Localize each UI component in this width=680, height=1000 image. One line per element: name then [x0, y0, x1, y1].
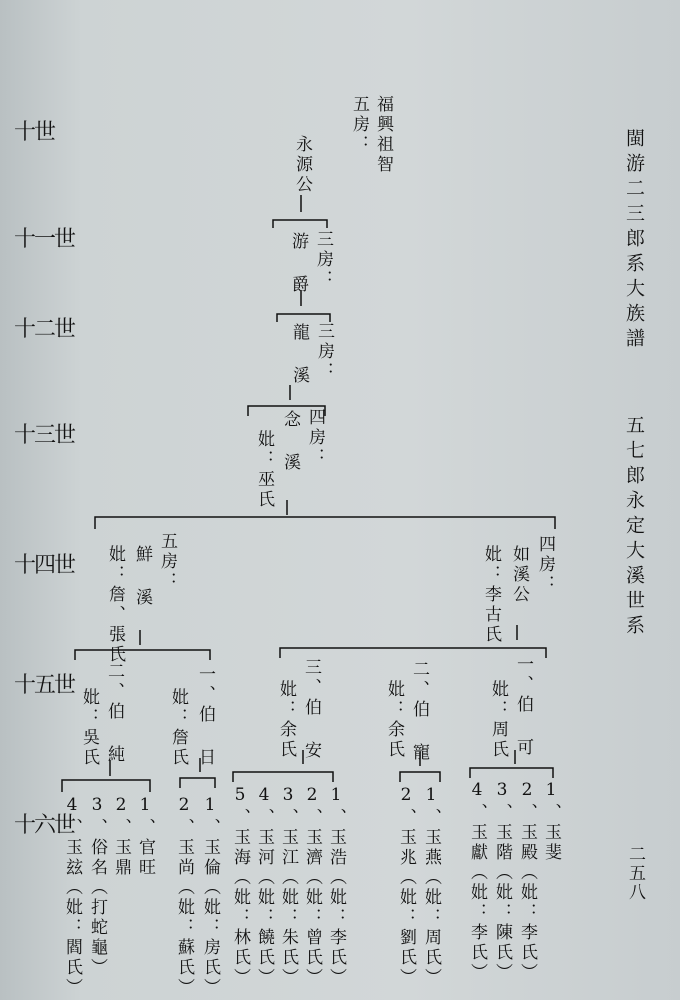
generation-label-12: 十二世 — [14, 317, 75, 342]
g17-b-2: 2、玉尚（妣：蘇氏） — [174, 795, 194, 998]
g17-e-3: 3、玉階（妣：陳氏） — [492, 780, 512, 983]
g12-branch: 三房： — [313, 230, 333, 290]
g16-name-1: 二、伯 純 — [104, 662, 124, 765]
g11-name: 永源公 — [292, 135, 312, 195]
g17-b-1: 1、玉倫（妣：房氏） — [200, 795, 220, 998]
g16-name-4: 二、伯 寵 — [409, 660, 429, 763]
g17-c-3: 3、玉江（妣：朱氏） — [278, 785, 298, 988]
g13-branch: 三房： — [314, 322, 334, 382]
root-name: 福興祖智 — [373, 95, 393, 175]
g14-name: 念 溪 — [280, 410, 300, 473]
g15-right-name: 如溪公 — [509, 545, 529, 605]
g16-name-2: 一、伯 日 — [195, 665, 215, 768]
section-title: 五七郎永定大溪世系 — [623, 415, 645, 640]
g16-name-3: 三、伯 安 — [301, 658, 321, 761]
g16-name-5: 一、伯 可 — [513, 655, 533, 758]
g17-d-2: 2、玉兆（妣：劉氏） — [396, 785, 416, 988]
g15-left-spouse: 妣：詹、張氏 — [105, 545, 125, 665]
g16-spouse-1: 妣：吳氏 — [79, 688, 99, 768]
g15-left-name: 鮮 溪 — [132, 545, 152, 608]
g17-c-4: 4、玉河（妣：饒氏） — [254, 785, 274, 988]
g17-e-1: 1、玉斐 — [541, 780, 561, 863]
g17-e-4: 4、玉獻（妣：李氏） — [467, 780, 487, 983]
g15-right-branch: 四房： — [535, 535, 555, 595]
g16-spouse-3: 妣：余氏 — [276, 680, 296, 760]
g17-a-4: 4、玉玆（妣：閻氏） — [62, 795, 82, 998]
g16-spouse-4: 妣：余氏 — [384, 680, 404, 760]
g17-c-2: 2、玉濟（妣：曾氏） — [302, 785, 322, 988]
g17-c-5: 5、玉海（妣：林氏） — [230, 785, 250, 988]
generation-label-16: 十六世 — [14, 813, 75, 838]
g15-left-branch: 五房： — [157, 532, 177, 592]
g13-name: 龍 溪 — [289, 323, 309, 386]
g17-c-1: 1、玉浩（妣：李氏） — [326, 785, 346, 988]
g15-right-spouse: 妣：李古氏 — [481, 545, 501, 645]
g17-a-3: 3、俗名（打蛇龜） — [87, 795, 107, 978]
g17-a-1: 1、官旺 — [135, 795, 155, 878]
book-title: 閩游二三郎系大族譜 — [623, 128, 645, 353]
g14-spouse: 妣：巫氏 — [254, 430, 274, 510]
g17-a-2: 2、玉鼎 — [111, 795, 131, 878]
root-branch: 五房： — [349, 95, 369, 155]
generation-label-11: 十一世 — [14, 227, 75, 252]
page-number: 二五八 — [625, 845, 645, 902]
generation-label-15: 十五世 — [14, 673, 75, 698]
generation-label-10: 十世 — [14, 120, 55, 145]
g16-spouse-5: 妣：周氏 — [488, 680, 508, 760]
g17-d-1: 1、玉燕（妣：周氏） — [421, 785, 441, 988]
g14-branch: 四房： — [305, 408, 325, 468]
g12-name: 游 爵 — [288, 232, 308, 295]
g16-spouse-2: 妣：詹氏 — [168, 688, 188, 768]
generation-label-13: 十三世 — [14, 423, 75, 448]
generation-label-14: 十四世 — [14, 553, 75, 578]
g17-e-2: 2、玉殿（妣：李氏） — [517, 780, 537, 983]
